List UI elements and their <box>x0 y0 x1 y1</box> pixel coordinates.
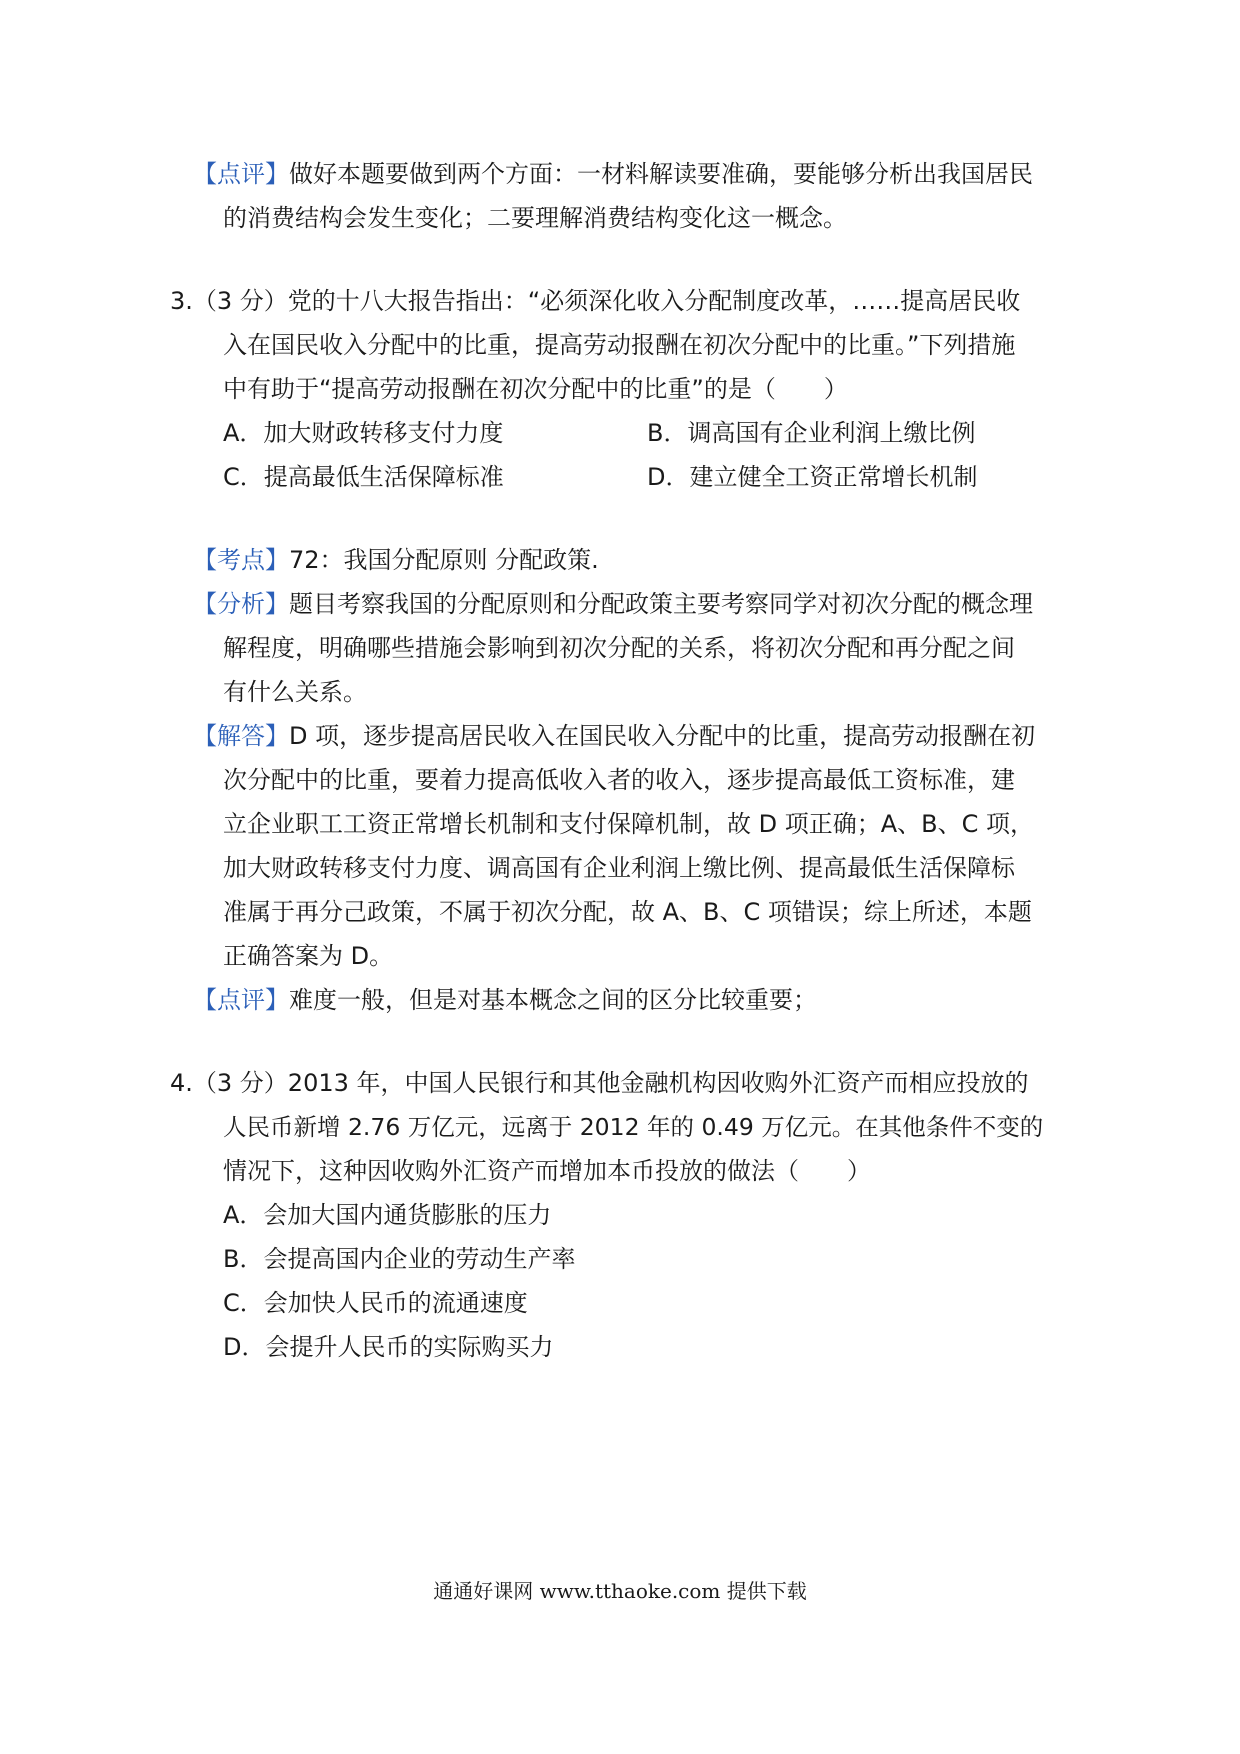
question-3-number: 3. <box>170 287 193 315</box>
comment-text-1: 做好本题要做到两个方面：一材料解读要准确，要能够分析出我国居民 <box>289 160 1033 188</box>
question-3-option-b: B．调高国有企业利润上缴比例 <box>647 419 976 447</box>
kaodian-line <box>193 545 599 575</box>
comment-line-2: 的消费结构会发生变化；二要理解消费结构变化这一概念。 <box>223 204 847 232</box>
jieda-line-1 <box>193 721 1035 751</box>
question-4-line-1 <box>170 1068 1029 1098</box>
question-3-line-1 <box>170 286 1020 316</box>
question-3-option-d: D．建立健全工资正常增长机制 <box>647 463 978 491</box>
question-4-number: 4. <box>170 1069 193 1097</box>
comment-line-1 <box>193 159 1033 189</box>
question-3-option-a: A．加大财政转移支付力度 <box>223 419 504 447</box>
dianping-tag: 【点评】 <box>193 986 289 1014</box>
fenxi-line-3: 有什么关系。 <box>223 678 367 706</box>
fenxi-line-1 <box>193 589 1033 619</box>
question-4-line-2: 人民币新增 2.76 万亿元，远离于 2012 年的 0.49 万亿元。在其他条件不变的 <box>223 1113 1044 1141</box>
jieda-line-2: 次分配中的比重，要着力提高低收入者的收入，逐步提高最低工资标准，建 <box>223 766 1015 794</box>
jieda-text-1: D 项，逐步提高居民收入在国民收入分配中的比重，提高劳动报酬在初 <box>289 722 1036 750</box>
question-4-option-b: B．会提高国内企业的劳动生产率 <box>223 1245 576 1273</box>
question-4-line-3: 情况下，这种因收购外汇资产而增加本币投放的做法（ ） <box>223 1157 871 1185</box>
jieda-line-4: 加大财政转移支付力度、调高国有企业利润上缴比例、提高最低生活保障标 <box>223 854 1015 882</box>
jieda-line-3: 立企业职工工资正常增长机制和支付保障机制，故 D 项正确；A、B、C 项， <box>223 810 1035 838</box>
question-3-text-1: （3 分）党的十八大报告指出：“必须深化收入分配制度改革，……提高居民收 <box>192 287 1021 315</box>
question-4-option-c: C．会加快人民币的流通速度 <box>223 1289 528 1317</box>
kaodian-text: 72：我国分配原则 分配政策. <box>289 546 599 574</box>
question-3-option-c: C．提高最低生活保障标准 <box>223 463 504 491</box>
question-4-option-d: D．会提升人民币的实际购买力 <box>223 1333 554 1361</box>
page-footer: 通通好课网 www.tthaoke.com 提供下载 <box>433 1579 807 1603</box>
fenxi-text-1: 题目考察我国的分配原则和分配政策主要考察同学对初次分配的概念理 <box>289 590 1033 618</box>
question-4-option-a: A．会加大国内通货膨胀的压力 <box>223 1201 552 1229</box>
question-3-line-2: 入在国民收入分配中的比重，提高劳动报酬在初次分配中的比重。”下列措施 <box>223 331 1016 359</box>
jieda-line-6: 正确答案为 D。 <box>223 942 394 970</box>
fenxi-tag: 【分析】 <box>193 590 289 618</box>
jieda-line-5: 准属于再分己政策，不属于初次分配，故 A、B、C 项错误；综上所述，本题 <box>223 898 1032 926</box>
jieda-tag: 【解答】 <box>193 722 289 750</box>
kaodian-tag: 【考点】 <box>193 546 289 574</box>
fenxi-line-2: 解程度，明确哪些措施会影响到初次分配的关系，将初次分配和再分配之间 <box>223 634 1015 662</box>
dianping-text: 难度一般，但是对基本概念之间的区分比较重要； <box>289 986 817 1014</box>
dianping-line <box>193 985 817 1015</box>
comment-tag: 【点评】 <box>193 160 289 188</box>
question-4-text-1: （3 分）2013 年，中国人民银行和其他金融机构因收购外汇资产而相应投放的 <box>192 1069 1029 1097</box>
question-3-line-3: 中有助于“提高劳动报酬在初次分配中的比重”的是（ ） <box>223 375 848 403</box>
